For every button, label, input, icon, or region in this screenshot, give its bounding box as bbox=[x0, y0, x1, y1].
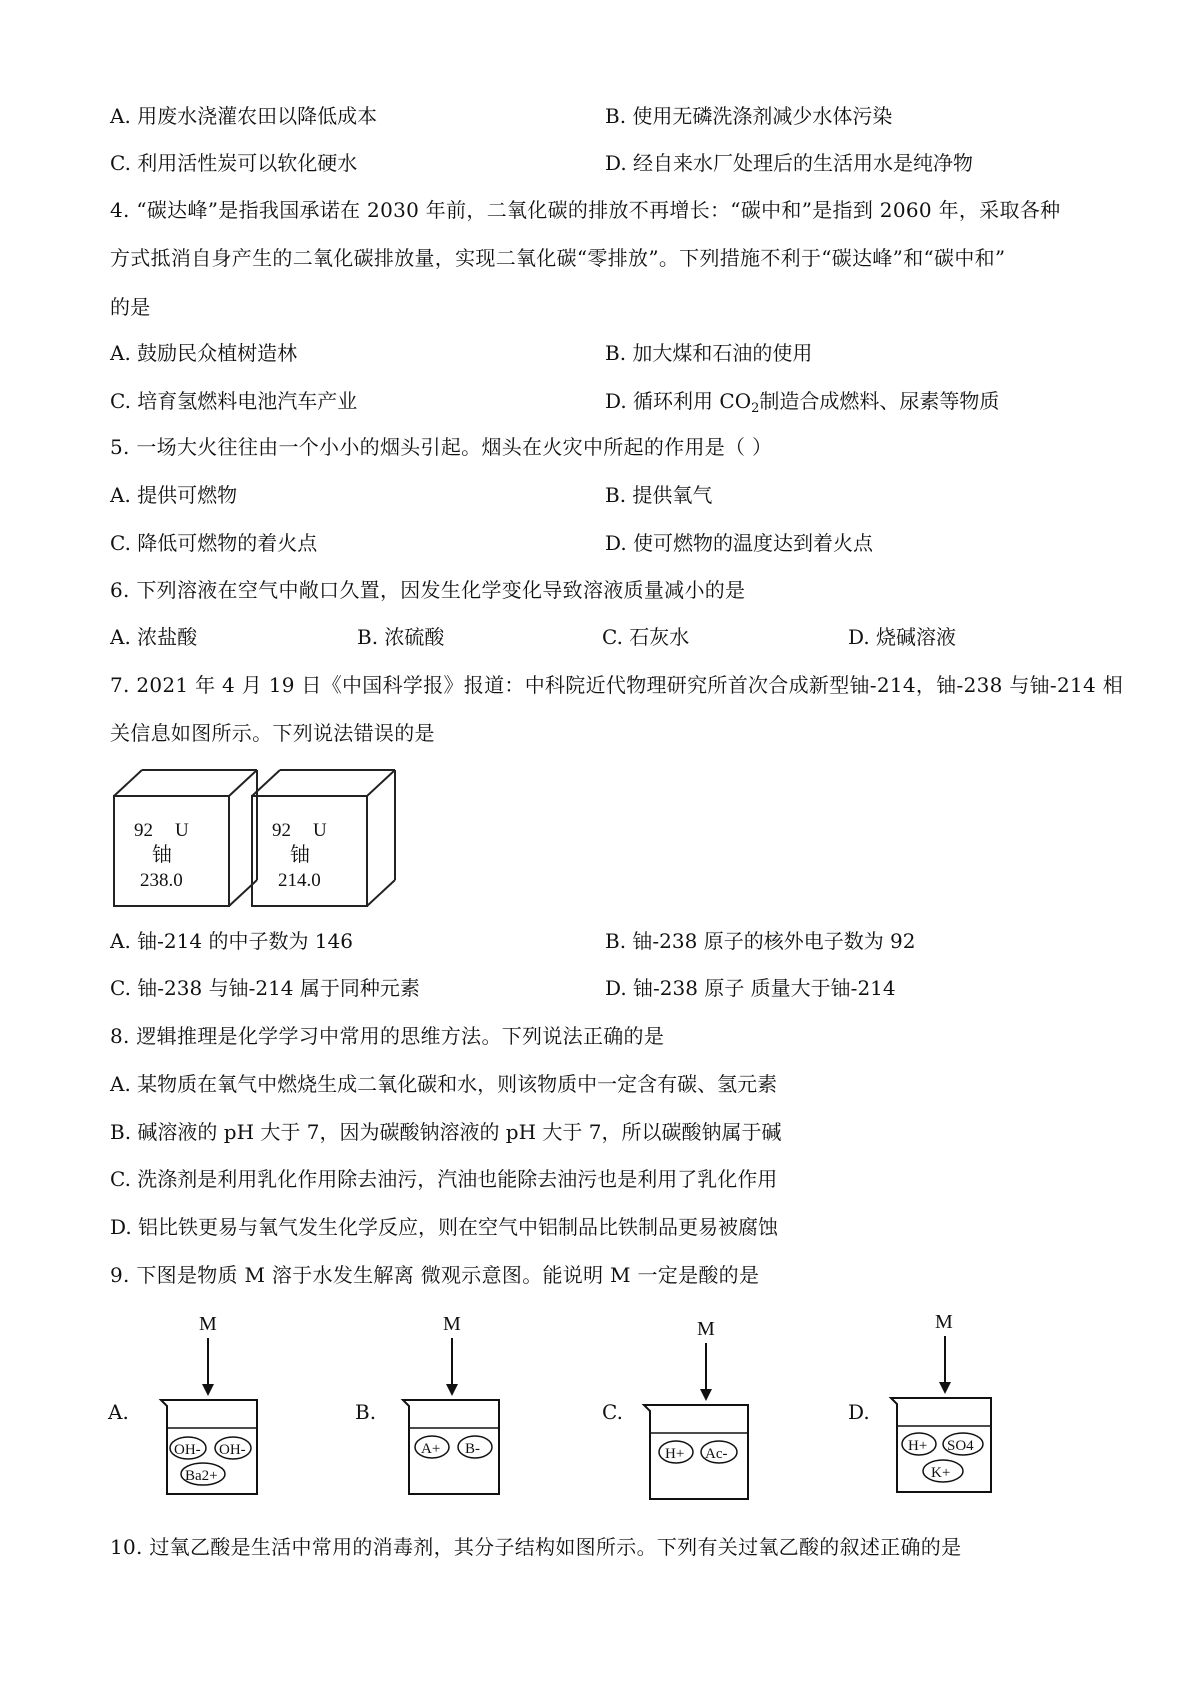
q4-stem-line2: 方式抵消自身产生的二氧化碳排放量，实现二氧化碳“零排放”。下列措施不利于“碳达峰”和“碳中和” bbox=[110, 246, 1006, 270]
q3-option-d: D. 经自来水厂处理后的生活用水是纯净物 bbox=[605, 151, 974, 175]
q4-stem-line1: 4. “碳达峰”是指我国承诺在 2030 年前，二氧化碳的排放不再增长：“碳中和”是指到 2060 年，采取各种 bbox=[110, 198, 1061, 222]
beaker-c-ion-1-label: H+ bbox=[665, 1446, 685, 1462]
q7-option-c: C. 铀-238 与铀-214 属于同种元素 bbox=[110, 976, 420, 1000]
q7-option-b: B. 铀-238 原子的核外电子数为 92 bbox=[605, 929, 916, 953]
card1-mass: 238.0 bbox=[140, 870, 183, 891]
q3-option-a: A. 用废水浇灌农田以降低成本 bbox=[110, 104, 378, 128]
card2-number: 92 bbox=[272, 820, 291, 841]
q7-option-a: A. 铀-214 的中子数为 146 bbox=[110, 929, 353, 953]
beaker-c-m-label: M bbox=[697, 1318, 715, 1340]
q4-option-d-subscript: 2 bbox=[751, 401, 760, 416]
q8-option-c: C. 洗涤剂是利用乳化作用除去油污，汽油也能除去油污也是利用了乳化作用 bbox=[110, 1167, 778, 1191]
q10-stem: 10. 过氧乙酸是生活中常用的消毒剂，其分子结构如图所示。下列有关过氧乙酸的叙述正确的是 bbox=[110, 1535, 962, 1559]
beaker-b-ion-2-label: B- bbox=[465, 1441, 480, 1457]
q9-option-b-letter: B. bbox=[355, 1400, 377, 1424]
q9-beaker-c bbox=[640, 1315, 755, 1505]
beaker-a-arrowhead bbox=[202, 1384, 214, 1396]
q4-option-d-post: 制造合成燃料、尿素等物质 bbox=[759, 389, 1000, 413]
q9-beaker-d bbox=[885, 1308, 1005, 1498]
beaker-a-ion-1-label: OH- bbox=[174, 1442, 201, 1458]
q3-option-c: C. 利用活性炭可以软化硬水 bbox=[110, 151, 358, 175]
card1-name: 铀 bbox=[152, 842, 172, 866]
beaker-d-arrowhead bbox=[939, 1382, 951, 1394]
q8-stem: 8. 逻辑推理是化学学习中常用的思维方法。下列说法正确的是 bbox=[110, 1024, 665, 1048]
q9-option-a-letter: A. bbox=[108, 1400, 129, 1424]
beaker-d-ion-2-label: SO4 bbox=[947, 1438, 974, 1454]
beaker-c-arrowhead bbox=[700, 1389, 712, 1401]
q4-stem-line3: 的是 bbox=[110, 295, 151, 319]
card1-symbol: U bbox=[175, 820, 189, 841]
beaker-a-m-label: M bbox=[199, 1313, 217, 1335]
q9-option-d-letter: D. bbox=[848, 1400, 870, 1424]
q4-option-b: B. 加大煤和石油的使用 bbox=[605, 341, 813, 365]
q8-option-d: D. 铝比铁更易与氧气发生化学反应，则在空气中铝制品比铁制品更易被腐蚀 bbox=[110, 1215, 779, 1239]
beaker-b-glass bbox=[403, 1400, 499, 1494]
q5-option-b: B. 提供氧气 bbox=[605, 483, 713, 507]
beaker-d-ion-3-label: K+ bbox=[931, 1465, 951, 1481]
q6-option-a: A. 浓盐酸 bbox=[110, 625, 198, 649]
card1-number: 92 bbox=[134, 820, 153, 841]
q5-option-d: D. 使可燃物的温度达到着火点 bbox=[605, 531, 874, 555]
q7-option-d: D. 铀-238 原子 质量大于铀-214 bbox=[605, 976, 896, 1000]
q8-option-a: A. 某物质在氧气中燃烧生成二氧化碳和水，则该物质中一定含有碳、氢元素 bbox=[110, 1072, 778, 1096]
q7-stem-line1: 7. 2021 年 4 月 19 日《中国科学报》报道：中科院近代物理研究所首次合成新型铀-214，铀-238 与铀-214 相 bbox=[110, 673, 1124, 697]
q7-stem-line2: 关信息如图所示。下列说法错误的是 bbox=[110, 721, 435, 745]
beaker-d-m-label: M bbox=[935, 1311, 953, 1333]
q9-beaker-b bbox=[395, 1310, 510, 1500]
q4-option-d-pre: D. 循环利用 CO bbox=[605, 389, 752, 413]
q9-beaker-a bbox=[155, 1310, 270, 1500]
q4-option-c: C. 培育氢燃料电池汽车产业 bbox=[110, 389, 358, 413]
beaker-d-ion-1-label: H+ bbox=[908, 1438, 928, 1454]
q5-stem: 5. 一场大火往往由一个小小的烟头引起。烟头在火灾中所起的作用是（ ） bbox=[110, 435, 773, 459]
card2-name: 铀 bbox=[290, 842, 310, 866]
beaker-a-ion-2-label: OH- bbox=[219, 1442, 246, 1458]
q4-option-d bbox=[605, 386, 999, 424]
q3-option-b: B. 使用无磷洗涤剂减少水体污染 bbox=[605, 104, 893, 128]
q6-option-d: D. 烧碱溶液 bbox=[848, 625, 957, 649]
q5-option-c: C. 降低可燃物的着火点 bbox=[110, 531, 318, 555]
beaker-a-ion-3-label: Ba2+ bbox=[185, 1468, 218, 1484]
beaker-b-arrowhead bbox=[446, 1384, 458, 1396]
beaker-b-m-label: M bbox=[443, 1313, 461, 1335]
card2-symbol: U bbox=[313, 820, 327, 841]
beaker-c-ion-2-label: Ac- bbox=[705, 1446, 728, 1462]
beaker-b-ion-1-label: A+ bbox=[421, 1441, 441, 1457]
q5-option-a: A. 提供可燃物 bbox=[110, 483, 238, 507]
q6-stem: 6. 下列溶液在空气中敞口久置，因发生化学变化导致溶液质量减小的是 bbox=[110, 578, 746, 602]
q4-option-a: A. 鼓励民众植树造林 bbox=[110, 341, 298, 365]
uranium-element-cards bbox=[112, 768, 402, 910]
q9-stem: 9. 下图是物质 M 溶于水发生解离 微观示意图。能说明 M 一定是酸的是 bbox=[110, 1263, 760, 1287]
q9-option-c-letter: C. bbox=[602, 1400, 623, 1424]
q8-option-b: B. 碱溶液的 pH 大于 7，因为碳酸钠溶液的 pH 大于 7，所以碳酸钠属于碱 bbox=[110, 1120, 782, 1144]
card2-mass: 214.0 bbox=[278, 870, 321, 891]
q6-option-b: B. 浓硫酸 bbox=[357, 625, 445, 649]
q6-option-c: C. 石灰水 bbox=[602, 625, 690, 649]
